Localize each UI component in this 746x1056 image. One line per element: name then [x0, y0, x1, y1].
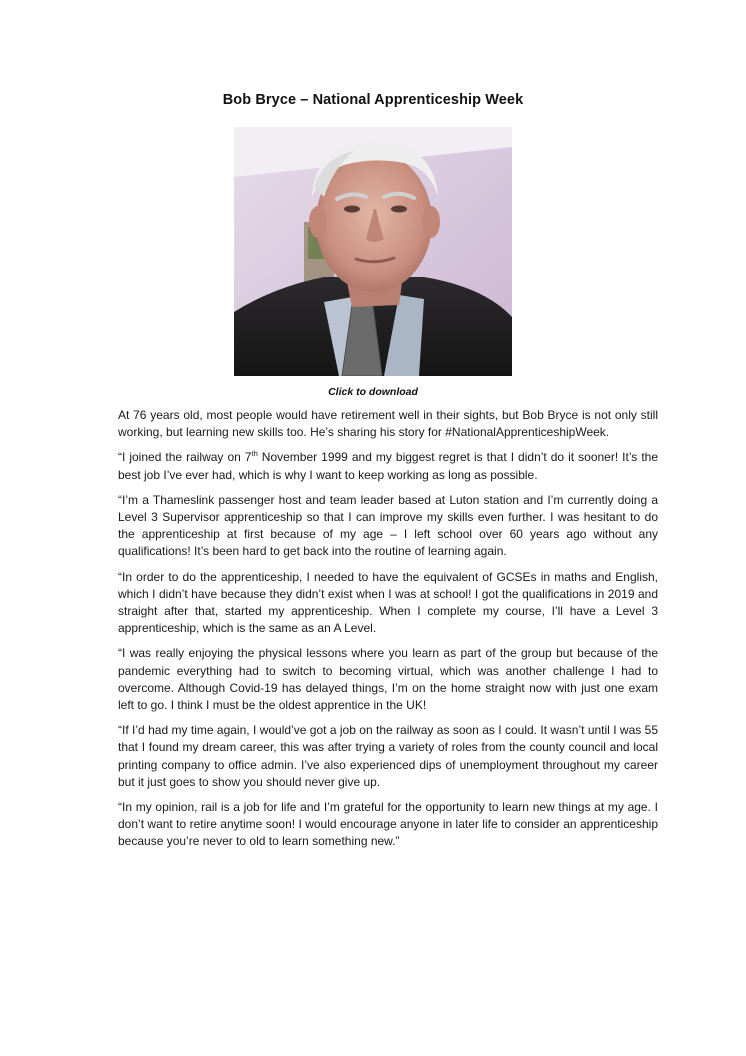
portrait-illustration: [234, 127, 512, 376]
paragraph-text: November 1999 and my biggest regret is that I didn’t do it sooner! It’s the best job I’ve ever had, which is why I want to keep working as long as possible.: [118, 450, 659, 482]
article-body: [118, 407, 658, 859]
paragraph-role: “I’m a Thameslink passenger host and team leader based at Luton station and I’m currently doing a Level 3 Supervisor apprenticeship so that I can improve my skills even further. I was hesitant to do the apprenticeship at first because of my age – I left school over 60 years ago without any qualifications! It’s been hard to get back into the routine of learning again.: [118, 492, 658, 559]
portrait-photo[interactable]: [234, 127, 512, 376]
paragraph-joined-railway: [118, 449, 658, 483]
document-title: Bob Bryce – National Apprenticeship Week: [222, 92, 524, 108]
paragraph-intro: At 76 years old, most people would have retirement well in their sights, but Bob Bryce is not only still working, but learning new skills too. He’s sharing his story for #NationalApprenticeshipWeek.: [118, 408, 658, 440]
ordinal-suffix: th: [251, 449, 258, 459]
paragraph-pandemic: “I was really enjoying the physical lessons where you learn as part of the group but because of the pandemic everything had to switch to becoming virtual, which was another challenge I had to overcome. Although Covid-19 has delayed things, I’m on the home straight now with just one exam left to go. I think I must be the oldest apprentice in the UK!: [118, 646, 658, 713]
photo-caption-download-link[interactable]: Click to download: [328, 386, 418, 398]
paragraph-career: “If I’d had my time again, I would’ve got a job on the railway as soon as I could. It wasn’t until I was 55 that I found my dream career, this was after trying a variety of roles from the county council and local printing company to office admin. I’ve also experienced dips of unemployment throughout my career but it just goes to show you should never give up.: [118, 723, 658, 789]
paragraph-qualifications: “In order to do the apprenticeship, I needed to have the equivalent of GCSEs in maths and English, which I didn’t have because they didn’t exist when I was at school! I got the qualifications in 2019 and straight after that, started my apprenticeship. When I complete my course, I’ll have a Level 3 apprenticeship, which is the same as an A Level.: [118, 569, 658, 636]
paragraph-text: “I joined the railway on 7: [118, 450, 252, 465]
paragraph-closing: “In my opinion, rail is a job for life and I’m grateful for the opportunity to learn new things at my age. I don’t want to retire anytime soon! I would encourage anyone in later life to consider an apprenticeship because you’re never to old to learn something new.”: [118, 800, 658, 849]
